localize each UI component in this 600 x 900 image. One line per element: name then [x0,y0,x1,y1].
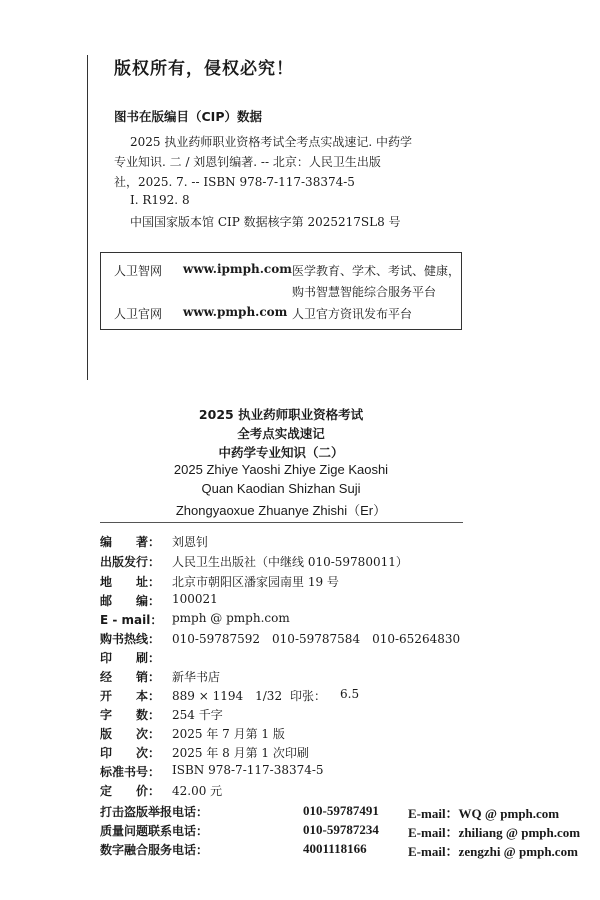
info-value: ISBN 978-7-117-38374-5 [172,763,324,777]
info-label: 字 数： [100,708,161,722]
website-info-box [100,252,462,330]
contact-row-quality [100,822,581,840]
info-value: 刘恩钊 [172,535,209,549]
info-value: 2025 年 7 月第 1 版 [172,727,285,741]
info-label: 印 次： [100,746,161,760]
website-url[interactable]: www.pmph.com [183,305,288,319]
info-value: 6.5 [340,687,360,701]
website-description: 医学教育、学术、考试、健康， [292,264,461,278]
book-title-cn: 中药学专业知识（二） [218,445,344,460]
cip-line: 社，2025. 7. -- ISBN 978-7-117-38374-5 [114,175,355,189]
contact-label: 数字融合服务电话： [100,843,209,857]
info-label: 印 刷： [100,651,161,665]
info-label: 印张： [290,689,327,703]
info-label: 版 次： [100,727,161,741]
info-value: 254 千字 [172,708,223,722]
info-label: 购书热线： [100,632,161,646]
cip-line: Ⅰ. R192. 8 [130,193,190,207]
cip-title: 图书在版编目（CIP）数据 [114,109,262,124]
contact-email[interactable]: E-mail：WQ @ pmph.com [408,806,560,821]
website-name: 人卫官网 [114,307,163,321]
info-value: 889 × 1194 1/32 [172,689,283,703]
website-url[interactable]: www.ipmph.com [183,262,292,276]
contact-row-digital [100,841,578,859]
left-margin-rule [87,55,88,380]
cip-line: 2025 执业药师职业资格考试全考点实战速记. 中药学 [130,135,412,149]
info-label: 标准书号： [100,765,161,779]
contact-email[interactable]: E-mail：zhiliang @ pmph.com [408,825,581,840]
info-label: 开 本： [100,689,161,703]
info-label: E - mail： [100,613,163,627]
info-value: 42.00 元 [172,784,223,798]
info-value: 人民卫生出版社（中继线 010-59780011） [172,555,408,569]
book-title-pinyin: 2025 Zhiye Yaoshi Zhiye Zige Kaoshi [173,462,389,477]
contact-email[interactable]: E-mail：zengzhi @ pmph.com [408,844,578,859]
info-label: 出版发行： [100,555,161,569]
info-label: 定 价： [100,784,161,798]
info-label: 经 销： [100,670,161,684]
info-label: 地 址： [100,575,161,589]
contact-phone: 010-59787491 [303,803,379,818]
info-value: 100021 [172,592,218,606]
info-value: 新华书店 [172,670,221,684]
cip-line: 专业知识. 二 / 刘恩钊编著. -- 北京：人民卫生出版 [114,155,381,169]
info-value: 010-59787592 010-59787584 010-65264830 [172,632,461,646]
contact-phone: 010-59787234 [303,822,379,837]
book-title-cn: 2025 执业药师职业资格考试 [198,407,364,422]
info-label: 编 著： [100,535,161,549]
contact-phone: 4001118166 [303,841,367,856]
website-description: 人卫官方资讯发布平台 [292,307,413,321]
section-divider [100,522,463,523]
info-value: 北京市朝阳区潘家园南里 19 号 [172,575,339,589]
website-description: 购书智慧智能综合服务平台 [292,285,437,299]
website-name: 人卫智网 [114,264,163,278]
email-link[interactable]: pmph @ pmph.com [172,611,290,625]
cip-line: 中国国家版本馆 CIP 数据核字第 2025217SL8 号 [130,215,401,229]
book-title-cn: 全考点实战速记 [237,426,325,441]
copyright-notice: 版权所有，侵权必究！ [114,59,294,79]
contact-label: 质量问题联系电话： [100,824,209,838]
info-value: 2025 年 8 月第 1 次印刷 [172,746,309,760]
contact-row-piracy [100,803,560,821]
book-title-pinyin: Quan Kaodian Shizhan Suji [201,481,361,496]
info-label: 邮 编： [100,594,161,608]
contact-label: 打击盗版举报电话： [100,805,209,819]
book-title-pinyin: Zhongyaoxue Zhuanye Zhishi（Er） [175,503,387,518]
